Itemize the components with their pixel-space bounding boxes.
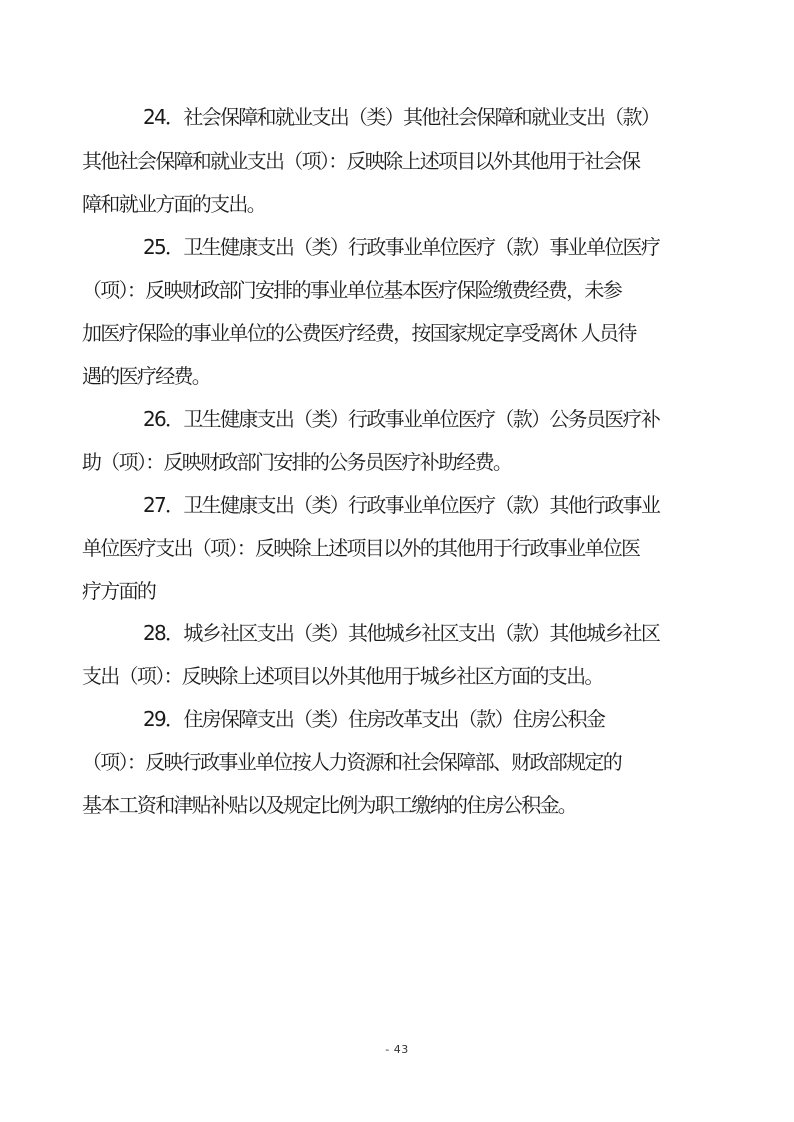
paragraph-26-line-1: 26．卫生健康支出（类）行政事业单位医疗（款）公务员医疗补 [143, 407, 660, 431]
paragraph-25-line-1: 25．卫生健康支出（类）行政事业单位医疗（款）事业单位医疗 [143, 235, 660, 259]
paragraph-29-line-2: （项）：反映行政事业单位按人力资源和社会保障部、财政部规定的 [82, 750, 621, 774]
paragraph-25-line-2: （项）：反映财政部门安排的事业单位基本医疗保险缴费经费，未参 [82, 278, 621, 302]
paragraph-28-line-2: 支出（项）：反映除上述项目以外其他用于城乡社区方面的支出。 [82, 664, 603, 688]
page-number: - 43 [385, 1043, 409, 1056]
paragraph-28-line-1: 28．城乡社区支出（类）其他城乡社区支出（款）其他城乡社区 [143, 621, 660, 645]
paragraph-25-line-3: 加医疗保险的事业单位的公费医疗经费，按国家规定享受离休 人员待 [82, 321, 636, 345]
paragraph-26-line-2: 助（项）：反映财政部门安排的公务员医疗补助经费。 [82, 450, 512, 474]
paragraph-29-line-1: 29．住房保障支出（类）住房改革支出（款）住房公积金 [143, 707, 605, 731]
paragraph-24-line-2: 其他社会保障和就业支出（项）：反映除上述项目以外其他用于社会保 [82, 149, 640, 173]
paragraph-24-line-3: 障和就业方面的支出。 [82, 192, 265, 216]
paragraph-27-line-3: 疗方面的 [82, 579, 156, 603]
paragraph-25-line-4: 遇的医疗经费。 [82, 364, 211, 388]
paragraph-24-line-1: 24．社会保障和就业支出（类）其他社会保障和就业支出（款） [143, 105, 660, 129]
paragraph-27-line-2: 单位医疗支出（项）：反映除上述项目以外的其他用于行政事业单位医 [82, 536, 640, 560]
paragraph-29-line-3: 基本工资和津贴补贴以及规定比例为职工缴纳的住房公积金。 [82, 793, 577, 817]
paragraph-27-line-1: 27．卫生健康支出（类）行政事业单位医疗（款）其他行政事业 [143, 493, 660, 517]
